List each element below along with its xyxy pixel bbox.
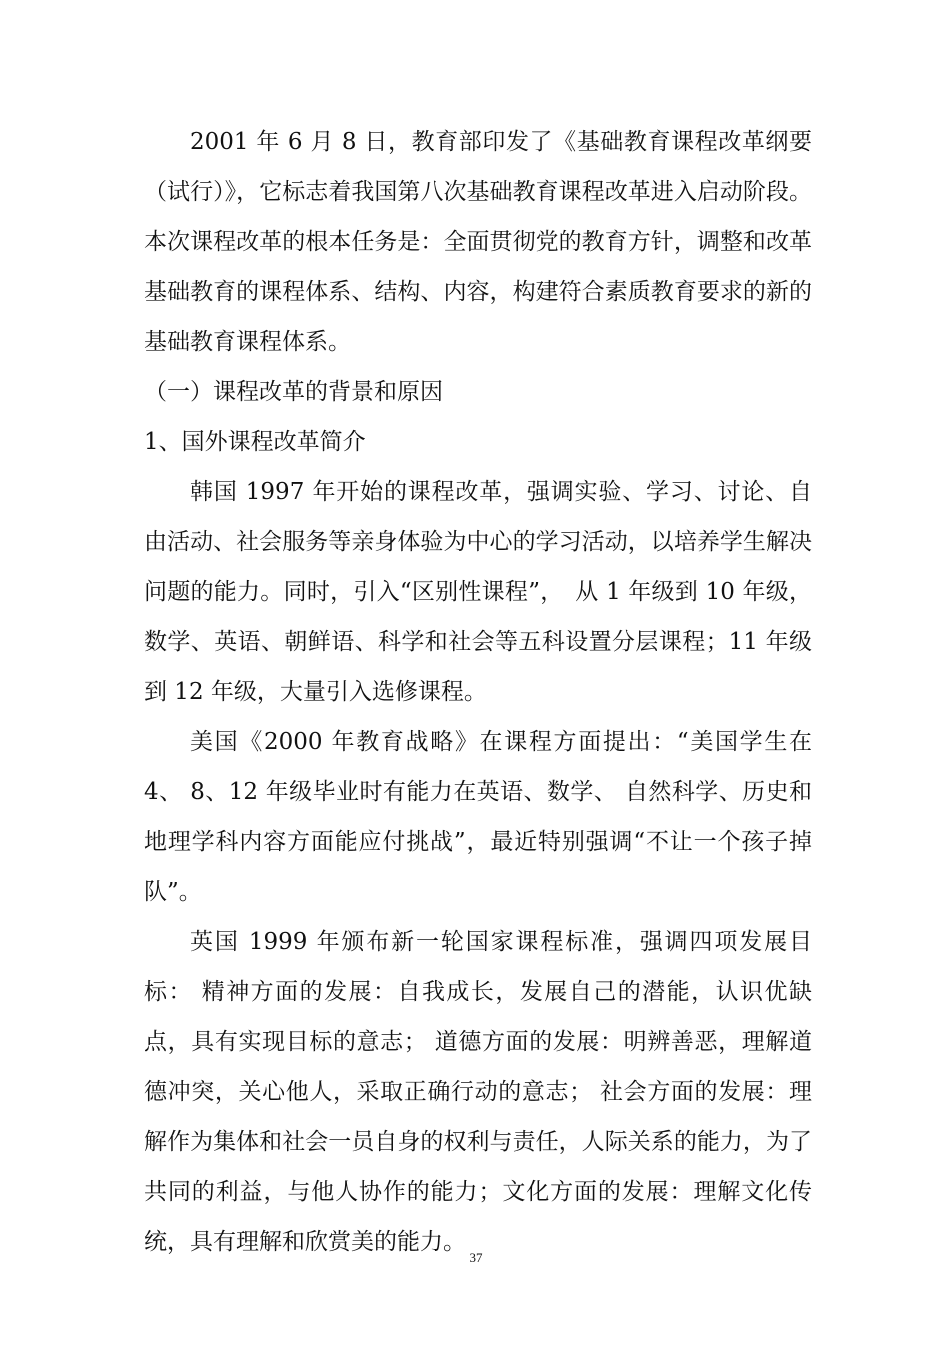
paragraph-korea: 韩国 1997 年开始的课程改革，强调实验、学习、讨论、自由活动、社会服务等亲身体验为中心的学习活动，以培养学生解决问题的能力。同时，引入“区别性课程”， 从 1 年级到 10 年级，数学、英语、朝鲜语、科学和社会等五科设置分层课程；11 年级到 12 年级，大量引入选修课程。 <box>144 479 812 705</box>
body-text <box>144 117 812 1267</box>
section-heading-background: （一）课程改革的背景和原因 <box>144 379 443 405</box>
paragraph-uk: 英国 1999 年颁布新一轮国家课程标准，强调四项发展目标： 精神方面的发展：自我成长，发展自己的潜能，认识优缺点，具有实现目标的意志； 道德方面的发展：明辨善恶，理解道德冲突，关心他人，采取正确行动的意志； 社会方面的发展：理解作为集体和社会一员自身的权利与责任，人际关系的能力，为了共同的利益，与他人协作的能力；文化方面的发展：理解文化传统，具有理解和欣赏美的能力。 <box>144 929 812 1255</box>
page-number: 37 <box>469 1250 483 1265</box>
paragraph-curriculum-reform-intro: 2001 年 6 月 8 日，教育部印发了《基础教育课程改革纲要（试行）》，它标志着我国第八次基础教育课程改革进入启动阶段。本次课程改革的根本任务是：全面贯彻党的教育方针，调整和改革基础教育的课程体系、结构、内容，构建符合素质教育要求的新的基础教育课程体系。 <box>144 129 812 355</box>
subsection-heading-foreign-reforms: 1、国外课程改革简介 <box>144 429 366 455</box>
paragraph-usa: 美国《2000 年教育战略》在课程方面提出：“美国学生在 4、 8、12 年级毕业时有能力在英语、数学、 自然科学、历史和地理学科内容方面能应付挑战”，最近特别强调“不让一个孩子掉队”。 <box>144 729 812 905</box>
